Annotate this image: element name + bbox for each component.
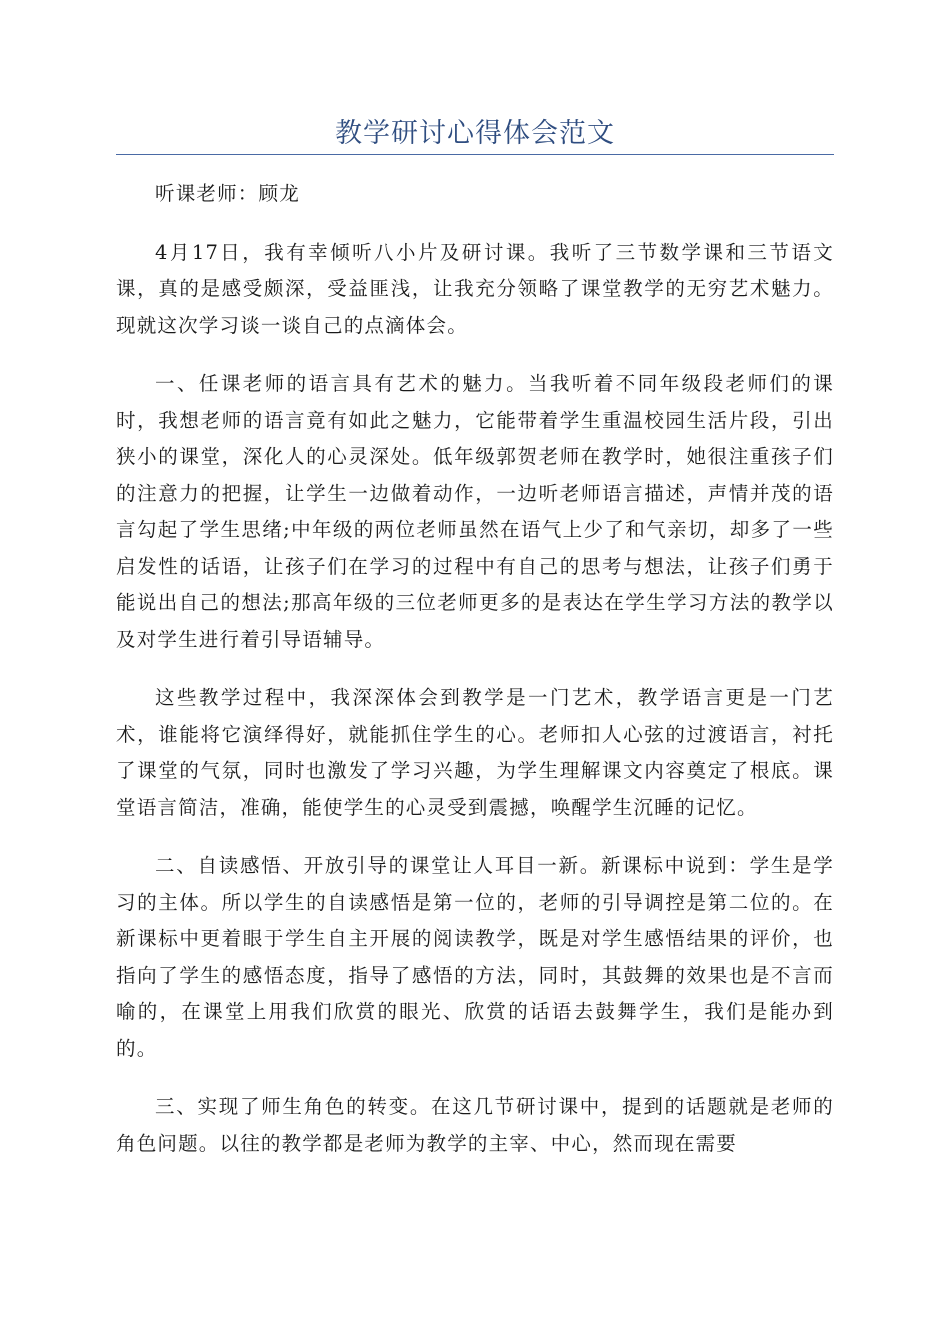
point-three-paragraph: 三、实现了师生角色的转变。在这几节研讨课中，提到的话题就是老师的角色问题。以往的教学都是老师为教学的主宰、中心，然而现在需要 [116, 1095, 834, 1155]
point-two-paragraph: 二、自读感悟、开放引导的课堂让人耳目一新。新课标中说到：学生是学习的主体。所以学生的自读感悟是第一位的，老师的引导调控是第二位的。在新课标中更着眼于学生自主开展的阅读教学，既是对学生感悟结果的评价，也指向了学生的感悟态度，指导了感悟的方法，同时，其鼓舞的效果也是不言而喻的，在课堂上用我们欣赏的眼光、欣赏的话语去鼓舞学生，我们是能办到的。 [116, 854, 834, 1060]
title-underline [116, 154, 834, 155]
document-body [116, 176, 834, 1184]
document-title: 教学研讨心得体会范文 [335, 118, 615, 149]
point-one-paragraph: 一、任课老师的语言具有艺术的魅力。当我听着不同年级段老师们的课时，我想老师的语言竟有如此之魅力，它能带着学生重温校园生活片段，引出狭小的课堂，深化人的心灵深处。低年级郭贺老师在教学时，她很注重孩子们的注意力的把握，让学生一边做着动作，一边听老师语言描述，声情并茂的语言勾起了学生思绪;中年级的两位老师虽然在语气上少了和气亲切，却多了一些启发性的话语，让孩子们在学习的过程中有自己的思考与想法，让孩子们勇于能说出自己的想法;那高年级的三位老师更多的是表达在学生学习方法的教学以及对学生进行着引导语辅导。 [116, 372, 834, 651]
intro-paragraph: 4月17日，我有幸倾听八小片及研讨课。我听了三节数学课和三节语文课，真的是感受颇深，受益匪浅，让我充分领略了课堂教学的无穷艺术魅力。现就这次学习谈一谈自己的点滴体会。 [116, 240, 834, 337]
teacher-line: 听课老师：顾龙 [155, 182, 300, 205]
reflection-paragraph: 这些教学过程中，我深深体会到教学是一门艺术，教学语言更是一门艺术，谁能将它演绎得好，就能抓住学生的心。老师扣人心弦的过渡语言，衬托了课堂的气氛，同时也激发了学习兴趣，为学生理解课文内容奠定了根底。课堂语言简洁，准确，能使学生的心灵受到震撼，唤醒学生沉睡的记忆。 [116, 686, 834, 819]
